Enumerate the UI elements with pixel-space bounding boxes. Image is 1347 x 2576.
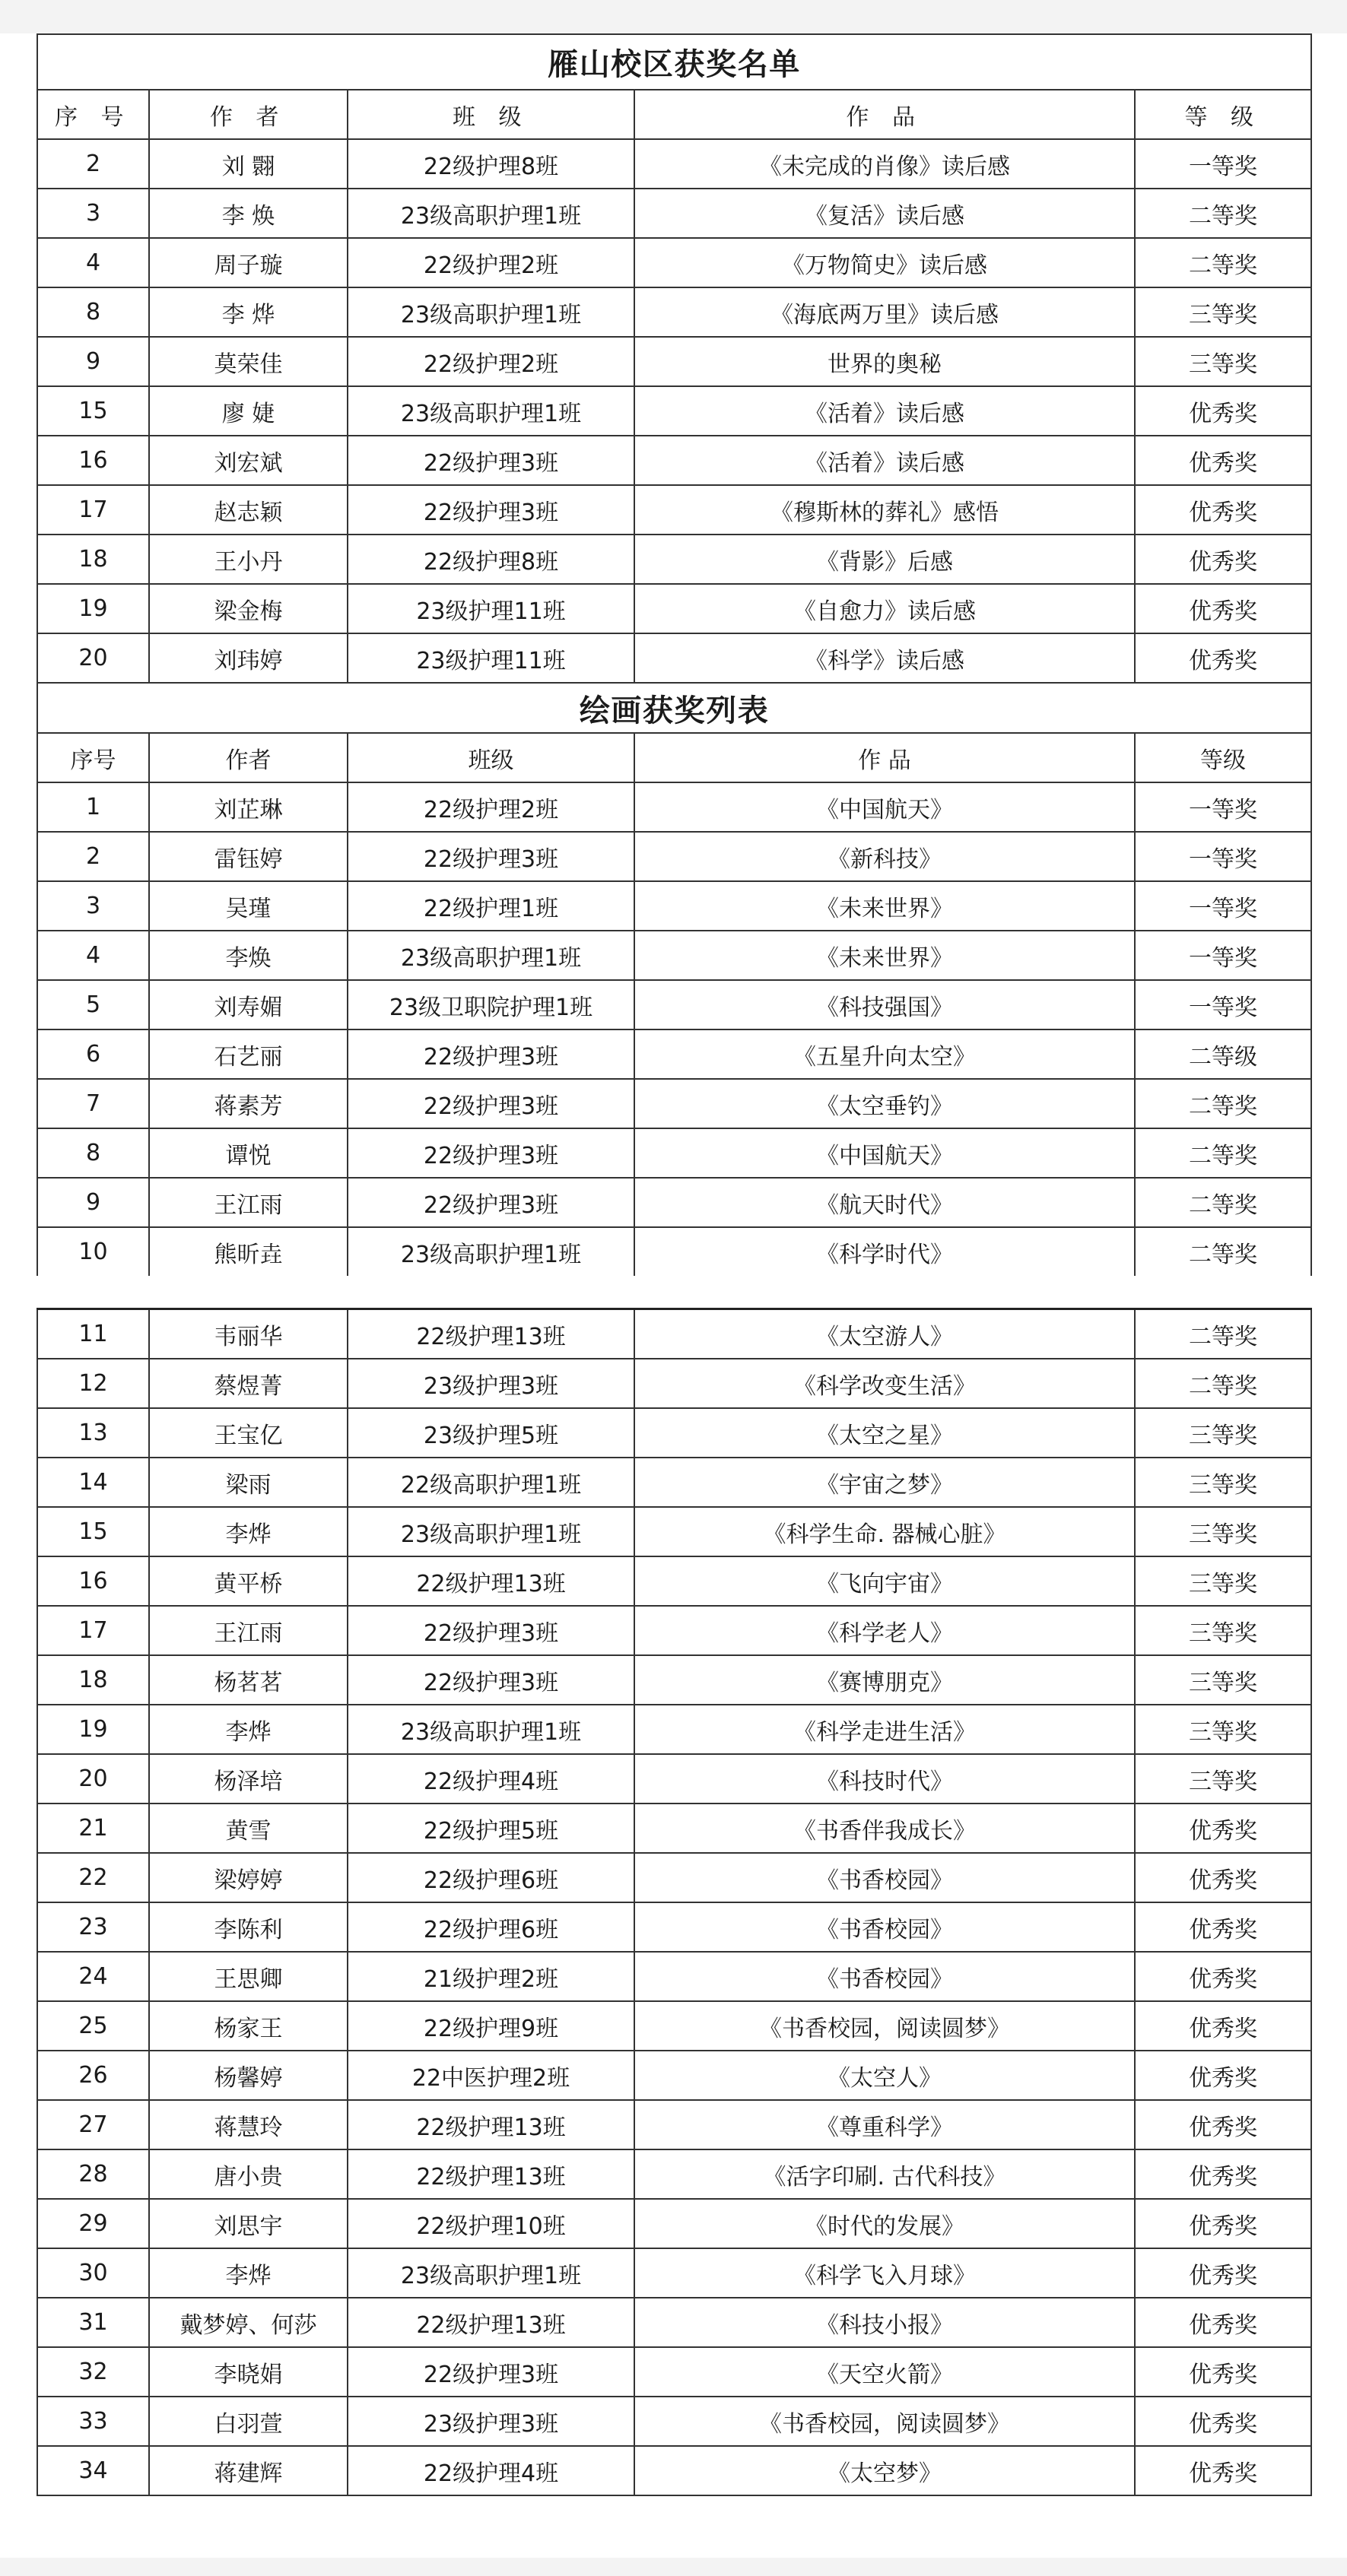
cell-index: 1 — [37, 782, 149, 832]
cell-class: 22级护理3班 — [348, 1655, 634, 1705]
cell-grade: 优秀奖 — [1135, 1853, 1311, 1902]
cell-work: 《五星升向太空》 — [634, 1029, 1135, 1079]
cell-index: 19 — [37, 584, 149, 633]
table-row — [37, 2100, 1311, 2149]
cell-author: 戴梦婷、何莎 — [149, 2298, 348, 2347]
table-row — [37, 1952, 1311, 2001]
cell-index: 27 — [37, 2100, 149, 2149]
table-row — [37, 337, 1311, 386]
table-row — [37, 782, 1311, 832]
cell-class: 22级护理13班 — [348, 1556, 634, 1606]
cell-grade: 三等奖 — [1135, 337, 1311, 386]
cell-author: 刘玮婷 — [149, 633, 348, 683]
table-row — [37, 1309, 1311, 1359]
cell-work: 《未来世界》 — [634, 881, 1135, 931]
cell-work: 《活字印刷. 古代科技》 — [634, 2149, 1135, 2199]
cell-grade: 三等奖 — [1135, 1458, 1311, 1507]
cell-work: 《科学走进生活》 — [634, 1705, 1135, 1754]
cell-index: 31 — [37, 2298, 149, 2347]
cell-index: 30 — [37, 2248, 149, 2298]
cell-index: 29 — [37, 2199, 149, 2248]
cell-index: 9 — [37, 1178, 149, 1227]
cell-work: 《未完成的肖像》读后感 — [634, 139, 1135, 189]
table-row — [37, 1705, 1311, 1754]
cell-grade: 二等奖 — [1135, 238, 1311, 287]
cell-class: 23级高职护理1班 — [348, 386, 634, 436]
table-row — [37, 931, 1311, 980]
cell-class: 22中医护理2班 — [348, 2051, 634, 2100]
cell-grade: 一等奖 — [1135, 782, 1311, 832]
cell-author: 李陈利 — [149, 1902, 348, 1952]
cell-author: 周子璇 — [149, 238, 348, 287]
cell-grade: 优秀奖 — [1135, 2149, 1311, 2199]
cell-index: 4 — [37, 238, 149, 287]
cell-class: 22级护理2班 — [348, 782, 634, 832]
cell-work: 《航天时代》 — [634, 1178, 1135, 1227]
cell-author: 李 烨 — [149, 287, 348, 337]
cell-grade: 二等奖 — [1135, 1178, 1311, 1227]
header-work: 作 品 — [634, 90, 1135, 139]
cell-class: 23级护理3班 — [348, 1359, 634, 1408]
cell-work: 《新科技》 — [634, 832, 1135, 881]
cell-class: 22级护理13班 — [348, 2149, 634, 2199]
cell-grade: 二等奖 — [1135, 1227, 1311, 1276]
cell-work: 《太空游人》 — [634, 1309, 1135, 1359]
cell-grade: 三等奖 — [1135, 1754, 1311, 1804]
cell-class: 22级护理5班 — [348, 1804, 634, 1853]
cell-work: 《科学》读后感 — [634, 633, 1135, 683]
cell-author: 王小丹 — [149, 535, 348, 584]
cell-work: 《书香校园》 — [634, 1952, 1135, 2001]
cell-class: 23级卫职院护理1班 — [348, 980, 634, 1029]
cell-work: 《背影》后感 — [634, 535, 1135, 584]
section-title-row — [37, 683, 1311, 733]
table-row — [37, 189, 1311, 238]
cell-grade: 二等奖 — [1135, 1128, 1311, 1178]
cell-work: 世界的奥秘 — [634, 337, 1135, 386]
cell-index: 34 — [37, 2446, 149, 2495]
table-row — [37, 139, 1311, 189]
table-row — [37, 633, 1311, 683]
cell-work: 《赛博朋克》 — [634, 1655, 1135, 1705]
cell-class: 23级高职护理1班 — [348, 189, 634, 238]
cell-class: 22级护理9班 — [348, 2001, 634, 2051]
table-row — [37, 535, 1311, 584]
cell-index: 17 — [37, 1606, 149, 1655]
cell-index: 18 — [37, 535, 149, 584]
cell-work: 《太空垂钓》 — [634, 1079, 1135, 1128]
cell-grade: 一等奖 — [1135, 980, 1311, 1029]
cell-author: 蔡煜菁 — [149, 1359, 348, 1408]
cell-class: 23级高职护理1班 — [348, 2248, 634, 2298]
cell-author: 杨家王 — [149, 2001, 348, 2051]
cell-class: 22级护理13班 — [348, 2100, 634, 2149]
cell-author: 刘宏斌 — [149, 436, 348, 485]
cell-grade: 优秀奖 — [1135, 2446, 1311, 2495]
cell-work: 《书香伴我成长》 — [634, 1804, 1135, 1853]
header-row-painting — [37, 733, 1311, 782]
cell-work: 《未来世界》 — [634, 931, 1135, 980]
cell-work: 《书香校园，阅读圆梦》 — [634, 2001, 1135, 2051]
header-index: 序 号 — [37, 90, 149, 139]
table-row — [37, 485, 1311, 535]
cell-author: 李 焕 — [149, 189, 348, 238]
cell-class: 23级高职护理1班 — [348, 1227, 634, 1276]
cell-work: 《自愈力》读后感 — [634, 584, 1135, 633]
cell-grade: 优秀奖 — [1135, 436, 1311, 485]
table-row — [37, 2051, 1311, 2100]
cell-work: 《书香校园》 — [634, 1853, 1135, 1902]
cell-index: 17 — [37, 485, 149, 535]
cell-index: 9 — [37, 337, 149, 386]
cell-class: 23级护理11班 — [348, 584, 634, 633]
cell-index: 8 — [37, 1128, 149, 1178]
cell-class: 22级护理8班 — [348, 535, 634, 584]
cell-grade: 三等奖 — [1135, 1556, 1311, 1606]
cell-class: 22级护理13班 — [348, 1309, 634, 1359]
cell-class: 22级护理2班 — [348, 337, 634, 386]
cell-class: 23级高职护理1班 — [348, 1507, 634, 1556]
page-top-margin — [0, 0, 1347, 33]
cell-author: 李晓娟 — [149, 2347, 348, 2397]
cell-class: 22级护理3班 — [348, 1178, 634, 1227]
table-row — [37, 2347, 1311, 2397]
cell-author: 李烨 — [149, 1507, 348, 1556]
cell-work: 《穆斯林的葬礼》感悟 — [634, 485, 1135, 535]
cell-grade: 优秀奖 — [1135, 2199, 1311, 2248]
cell-author: 杨茗茗 — [149, 1655, 348, 1705]
cell-author: 谭悦 — [149, 1128, 348, 1178]
table-row — [37, 1408, 1311, 1458]
cell-index: 23 — [37, 1902, 149, 1952]
cell-author: 黄雪 — [149, 1804, 348, 1853]
header-author: 作 者 — [149, 90, 348, 139]
cell-grade: 二等级 — [1135, 1029, 1311, 1079]
cell-grade: 二等奖 — [1135, 1309, 1311, 1359]
cell-index: 18 — [37, 1655, 149, 1705]
cell-author: 唐小贵 — [149, 2149, 348, 2199]
cell-author: 刘寿媚 — [149, 980, 348, 1029]
cell-grade: 优秀奖 — [1135, 2298, 1311, 2347]
cell-grade: 优秀奖 — [1135, 2051, 1311, 2100]
table-row — [37, 1458, 1311, 1507]
cell-author: 梁金梅 — [149, 584, 348, 633]
table-row — [37, 2446, 1311, 2495]
cell-work: 《天空火箭》 — [634, 2347, 1135, 2397]
cell-index: 2 — [37, 139, 149, 189]
table-row — [37, 1359, 1311, 1408]
table-row — [37, 2001, 1311, 2051]
cell-index: 6 — [37, 1029, 149, 1079]
table-row — [37, 1227, 1311, 1276]
cell-index: 16 — [37, 1556, 149, 1606]
cell-class: 22级护理1班 — [348, 881, 634, 931]
cell-class: 22级护理3班 — [348, 485, 634, 535]
table-row — [37, 980, 1311, 1029]
cell-grade: 一等奖 — [1135, 931, 1311, 980]
cell-index: 22 — [37, 1853, 149, 1902]
page-bottom-margin — [0, 2558, 1347, 2576]
cell-grade: 优秀奖 — [1135, 584, 1311, 633]
table-row — [37, 1029, 1311, 1079]
table-row — [37, 386, 1311, 436]
table-row — [37, 1853, 1311, 1902]
cell-work: 《宇宙之梦》 — [634, 1458, 1135, 1507]
cell-index: 26 — [37, 2051, 149, 2100]
cell-index: 5 — [37, 980, 149, 1029]
cell-grade: 优秀奖 — [1135, 386, 1311, 436]
cell-index: 13 — [37, 1408, 149, 1458]
table-row — [37, 1902, 1311, 1952]
cell-author: 王江雨 — [149, 1178, 348, 1227]
cell-grade: 三等奖 — [1135, 1408, 1311, 1458]
cell-grade: 优秀奖 — [1135, 485, 1311, 535]
cell-work: 《中国航天》 — [634, 1128, 1135, 1178]
table-row — [37, 1804, 1311, 1853]
cell-class: 22级护理6班 — [348, 1853, 634, 1902]
cell-index: 3 — [37, 881, 149, 931]
header-class: 班 级 — [348, 90, 634, 139]
cell-grade: 一等奖 — [1135, 139, 1311, 189]
cell-class: 22级护理3班 — [348, 1079, 634, 1128]
page-part-1 — [37, 33, 1310, 1276]
cell-index: 15 — [37, 386, 149, 436]
cell-work: 《科学老人》 — [634, 1606, 1135, 1655]
cell-index: 21 — [37, 1804, 149, 1853]
table-row — [37, 832, 1311, 881]
cell-class: 23级高职护理1班 — [348, 287, 634, 337]
cell-class: 22级护理3班 — [348, 436, 634, 485]
cell-index: 33 — [37, 2397, 149, 2446]
cell-author: 白羽萱 — [149, 2397, 348, 2446]
cell-author: 王宝亿 — [149, 1408, 348, 1458]
cell-author: 梁雨 — [149, 1458, 348, 1507]
cell-grade: 优秀奖 — [1135, 2100, 1311, 2149]
table-row — [37, 2298, 1311, 2347]
header-grade: 等 级 — [1135, 90, 1311, 139]
awards-table-part-1 — [37, 33, 1312, 1276]
cell-class: 23级护理3班 — [348, 2397, 634, 2446]
cell-author: 黄平桥 — [149, 1556, 348, 1606]
cell-work: 《科技强国》 — [634, 980, 1135, 1029]
cell-grade: 二等奖 — [1135, 189, 1311, 238]
cell-class: 22级护理6班 — [348, 1902, 634, 1952]
cell-index: 2 — [37, 832, 149, 881]
cell-work: 《中国航天》 — [634, 782, 1135, 832]
table-row — [37, 1507, 1311, 1556]
cell-class: 22级护理3班 — [348, 2347, 634, 2397]
page-part-2 — [37, 1308, 1310, 2496]
cell-index: 4 — [37, 931, 149, 980]
table-row — [37, 1754, 1311, 1804]
cell-work: 《科技时代》 — [634, 1754, 1135, 1804]
cell-author: 赵志颖 — [149, 485, 348, 535]
cell-work: 《海底两万里》读后感 — [634, 287, 1135, 337]
cell-index: 20 — [37, 1754, 149, 1804]
cell-author: 韦丽华 — [149, 1309, 348, 1359]
cell-author: 雷钰婷 — [149, 832, 348, 881]
cell-work: 《科学生命. 器械心脏》 — [634, 1507, 1135, 1556]
cell-author: 杨泽培 — [149, 1754, 348, 1804]
cell-author: 石艺丽 — [149, 1029, 348, 1079]
cell-grade: 优秀奖 — [1135, 1804, 1311, 1853]
table-row — [37, 1606, 1311, 1655]
cell-work: 《科学飞入月球》 — [634, 2248, 1135, 2298]
cell-class: 23级高职护理1班 — [348, 931, 634, 980]
table-row — [37, 1178, 1311, 1227]
cell-class: 22级护理3班 — [348, 1606, 634, 1655]
cell-grade: 三等奖 — [1135, 1606, 1311, 1655]
awards-table-part-2 — [37, 1308, 1312, 2496]
cell-grade: 优秀奖 — [1135, 1952, 1311, 2001]
table-row — [37, 238, 1311, 287]
cell-grade: 一等奖 — [1135, 832, 1311, 881]
header-work: 作 品 — [634, 733, 1135, 782]
cell-work: 《万物简史》读后感 — [634, 238, 1135, 287]
cell-author: 杨馨婷 — [149, 2051, 348, 2100]
cell-grade: 二等奖 — [1135, 1079, 1311, 1128]
header-author: 作者 — [149, 733, 348, 782]
section-title-painting: 绘画获奖列表 — [37, 683, 1311, 733]
table-row — [37, 584, 1311, 633]
cell-index: 14 — [37, 1458, 149, 1507]
table-row — [37, 881, 1311, 931]
table-row — [37, 287, 1311, 337]
header-class: 班级 — [348, 733, 634, 782]
cell-work: 《时代的发展》 — [634, 2199, 1135, 2248]
cell-work: 《太空之星》 — [634, 1408, 1135, 1458]
cell-work: 《活着》读后感 — [634, 436, 1135, 485]
cell-index: 12 — [37, 1359, 149, 1408]
cell-author: 吴瑾 — [149, 881, 348, 931]
cell-index: 24 — [37, 1952, 149, 2001]
header-row-reading — [37, 90, 1311, 139]
cell-index: 7 — [37, 1079, 149, 1128]
cell-index: 3 — [37, 189, 149, 238]
cell-author: 莫荣佳 — [149, 337, 348, 386]
cell-grade: 优秀奖 — [1135, 2347, 1311, 2397]
cell-author: 刘芷琳 — [149, 782, 348, 832]
cell-author: 李焕 — [149, 931, 348, 980]
cell-author: 熊昕垚 — [149, 1227, 348, 1276]
cell-grade: 三等奖 — [1135, 287, 1311, 337]
cell-author: 王江雨 — [149, 1606, 348, 1655]
cell-class: 22级护理3班 — [348, 832, 634, 881]
cell-class: 22级护理3班 — [348, 1029, 634, 1079]
cell-grade: 优秀奖 — [1135, 2001, 1311, 2051]
cell-work: 《书香校园》 — [634, 1902, 1135, 1952]
cell-grade: 优秀奖 — [1135, 633, 1311, 683]
cell-class: 23级护理11班 — [348, 633, 634, 683]
table-row — [37, 2199, 1311, 2248]
cell-class: 23级护理5班 — [348, 1408, 634, 1458]
cell-author: 梁婷婷 — [149, 1853, 348, 1902]
cell-index: 32 — [37, 2347, 149, 2397]
cell-work: 《尊重科学》 — [634, 2100, 1135, 2149]
cell-author: 廖 婕 — [149, 386, 348, 436]
cell-class: 22级护理2班 — [348, 238, 634, 287]
cell-index: 11 — [37, 1309, 149, 1359]
cell-class: 23级高职护理1班 — [348, 1705, 634, 1754]
cell-work: 《太空梦》 — [634, 2446, 1135, 2495]
cell-grade: 优秀奖 — [1135, 2397, 1311, 2446]
cell-work: 《书香校园，阅读圆梦》 — [634, 2397, 1135, 2446]
cell-work: 《太空人》 — [634, 2051, 1135, 2100]
cell-class: 21级护理2班 — [348, 1952, 634, 2001]
cell-work: 《科技小报》 — [634, 2298, 1135, 2347]
cell-work: 《飞向宇宙》 — [634, 1556, 1135, 1606]
table-row — [37, 2248, 1311, 2298]
cell-author: 蒋素芳 — [149, 1079, 348, 1128]
cell-author: 李烨 — [149, 2248, 348, 2298]
section-title-row — [37, 34, 1311, 90]
cell-author: 蒋慧玲 — [149, 2100, 348, 2149]
cell-index: 25 — [37, 2001, 149, 2051]
cell-author: 李烨 — [149, 1705, 348, 1754]
section-title-yanshan: 雁山校区获奖名单 — [37, 34, 1311, 90]
table-row — [37, 1655, 1311, 1705]
cell-class: 22级护理3班 — [348, 1128, 634, 1178]
table-row — [37, 1556, 1311, 1606]
table-row — [37, 1079, 1311, 1128]
cell-grade: 三等奖 — [1135, 1507, 1311, 1556]
cell-class: 22级护理13班 — [348, 2298, 634, 2347]
cell-work: 《科学时代》 — [634, 1227, 1135, 1276]
cell-index: 10 — [37, 1227, 149, 1276]
cell-grade: 三等奖 — [1135, 1655, 1311, 1705]
cell-index: 16 — [37, 436, 149, 485]
cell-index: 19 — [37, 1705, 149, 1754]
cell-author: 王思卿 — [149, 1952, 348, 2001]
cell-index: 8 — [37, 287, 149, 337]
cell-work: 《科学改变生活》 — [634, 1359, 1135, 1408]
header-index: 序号 — [37, 733, 149, 782]
header-grade: 等级 — [1135, 733, 1311, 782]
cell-class: 22级护理8班 — [348, 139, 634, 189]
table-row — [37, 2397, 1311, 2446]
cell-index: 28 — [37, 2149, 149, 2199]
cell-grade: 优秀奖 — [1135, 2248, 1311, 2298]
cell-class: 22级高职护理1班 — [348, 1458, 634, 1507]
cell-grade: 二等奖 — [1135, 1359, 1311, 1408]
cell-work: 《活着》读后感 — [634, 386, 1135, 436]
cell-index: 15 — [37, 1507, 149, 1556]
cell-grade: 优秀奖 — [1135, 1902, 1311, 1952]
cell-author: 蒋建辉 — [149, 2446, 348, 2495]
table-row — [37, 2149, 1311, 2199]
cell-index: 20 — [37, 633, 149, 683]
table-row — [37, 1128, 1311, 1178]
cell-class: 22级护理10班 — [348, 2199, 634, 2248]
cell-author: 刘思宇 — [149, 2199, 348, 2248]
cell-work: 《复活》读后感 — [634, 189, 1135, 238]
cell-grade: 优秀奖 — [1135, 535, 1311, 584]
table-row — [37, 436, 1311, 485]
cell-grade: 三等奖 — [1135, 1705, 1311, 1754]
cell-author: 刘 翾 — [149, 139, 348, 189]
cell-class: 22级护理4班 — [348, 1754, 634, 1804]
cell-grade: 一等奖 — [1135, 881, 1311, 931]
cell-class: 22级护理4班 — [348, 2446, 634, 2495]
